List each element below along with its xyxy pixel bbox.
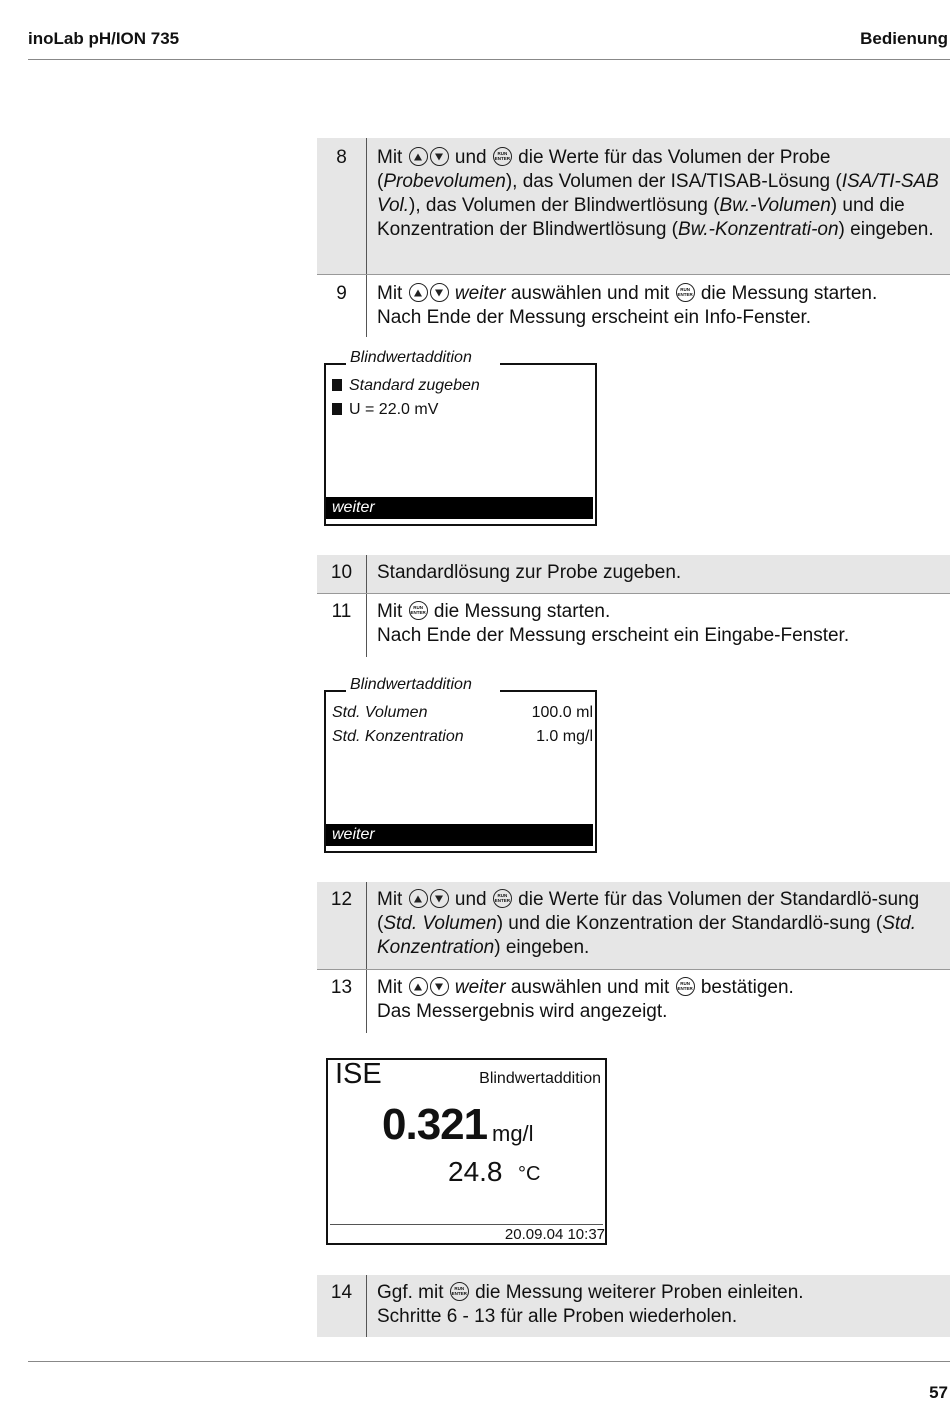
std-concentration-label: Std. Konzentration — [332, 728, 464, 745]
arrow-up-key-icon — [409, 889, 428, 908]
step-number: 11 — [317, 594, 367, 657]
step-14-block — [317, 1275, 950, 1337]
display-title: Blindwertaddition — [346, 676, 500, 694]
input-window-display — [324, 676, 597, 853]
weiter-softkey[interactable]: weiter — [326, 824, 593, 846]
std-volume-label: Std. Volumen — [332, 704, 428, 721]
display-line: Standard zugeben — [332, 377, 480, 395]
step-text: Mit und RUN ENTER die Werte für das Volumen der Standardlö-sung (Std. Volumen) und die Konzentration der Standardlö-sung (Std. Konzentration) eingeben. — [377, 889, 920, 958]
run-enter-key-icon: RUN ENTER — [493, 889, 512, 908]
step-text: Mit weiter auswählen und mit RUN ENTER die Messung starten. Nach Ende der Messung erscheint ein Info-Fenster. — [377, 283, 878, 328]
step-12 — [317, 882, 950, 970]
step-text: Mit weiter auswählen und mit RUN ENTER bestätigen. Das Messergebnis wird angezeigt. — [377, 977, 794, 1022]
arrow-down-key-icon — [430, 889, 449, 908]
std-volume-value[interactable]: 100.0 ml — [531, 704, 593, 721]
step-14 — [317, 1275, 950, 1337]
steps-10-11 — [317, 555, 950, 657]
mode-label: ISE — [335, 1058, 382, 1090]
header-divider — [28, 59, 950, 60]
page-number: 57 — [929, 1383, 948, 1402]
display-title: Blindwertaddition — [479, 1070, 601, 1087]
temperature-value: 24.8 — [448, 1156, 503, 1187]
step-text: Ggf. mit RUN ENTER die Messung weiterer Proben einleiten. Schritte 6 - 13 für alle Proben wiederholen. — [377, 1282, 804, 1327]
footer-divider — [28, 1361, 950, 1362]
step-text: Mit RUN ENTER die Messung starten. Nach Ende der Messung erscheint ein Eingabe-Fenster. — [377, 601, 850, 646]
display-line: U = 22.0 mV — [332, 401, 438, 419]
step-number: 13 — [317, 970, 367, 1033]
run-enter-key-icon: RUN ENTER — [450, 1282, 469, 1301]
arrow-down-key-icon — [430, 977, 449, 996]
info-window-display — [324, 349, 597, 526]
step-number: 14 — [317, 1275, 367, 1337]
step-8 — [317, 138, 950, 275]
display-title: Blindwertaddition — [346, 349, 500, 367]
step-number: 8 — [317, 138, 367, 274]
temperature-unit: °C — [518, 1163, 541, 1185]
arrow-up-key-icon — [409, 283, 428, 302]
status-divider — [330, 1224, 603, 1225]
measured-value: 0.321 — [382, 1100, 488, 1149]
step-13 — [317, 970, 950, 1033]
run-enter-key-icon: RUN ENTER — [676, 977, 695, 996]
weiter-softkey[interactable]: weiter — [326, 497, 593, 519]
steps-8-9 — [317, 138, 950, 337]
arrow-down-key-icon — [430, 147, 449, 166]
date-time: 20.09.04 10:37 — [504, 1226, 605, 1243]
run-enter-key-icon: RUN ENTER — [409, 601, 428, 620]
measured-unit: mg/l — [492, 1121, 534, 1146]
step-9 — [317, 275, 950, 337]
arrow-down-key-icon — [430, 283, 449, 302]
bullet-square-icon — [332, 403, 342, 415]
step-number: 9 — [317, 275, 367, 337]
std-concentration-value[interactable]: 1.0 mg/l — [536, 728, 593, 745]
measurement-result-display — [326, 1058, 607, 1245]
step-text: Standardlösung zur Probe zugeben. — [377, 562, 682, 583]
run-enter-key-icon: RUN ENTER — [493, 147, 512, 166]
step-number: 12 — [317, 882, 367, 969]
step-10 — [317, 555, 950, 594]
step-number: 10 — [317, 555, 367, 593]
manual-title: inoLab pH/ION 735 — [28, 29, 180, 48]
run-enter-key-icon: RUN ENTER — [676, 283, 695, 302]
arrow-up-key-icon — [409, 147, 428, 166]
steps-12-13 — [317, 882, 950, 1033]
bullet-square-icon — [332, 379, 342, 391]
step-text: Mit und RUN ENTER die Werte für das Volumen der Probe (Probevolumen), das Volumen der ISA/TISAB-Lösung (ISA/TI-SAB Vol.), das Volumen der Blindwertlösung (Bw.-Volumen) und die Konzentration der Blindwertlösung (Bw.-Konzentrati-on) eingeben. — [377, 147, 939, 240]
section-title: Bedienung — [860, 29, 948, 48]
arrow-up-key-icon — [409, 977, 428, 996]
step-11 — [317, 594, 950, 657]
